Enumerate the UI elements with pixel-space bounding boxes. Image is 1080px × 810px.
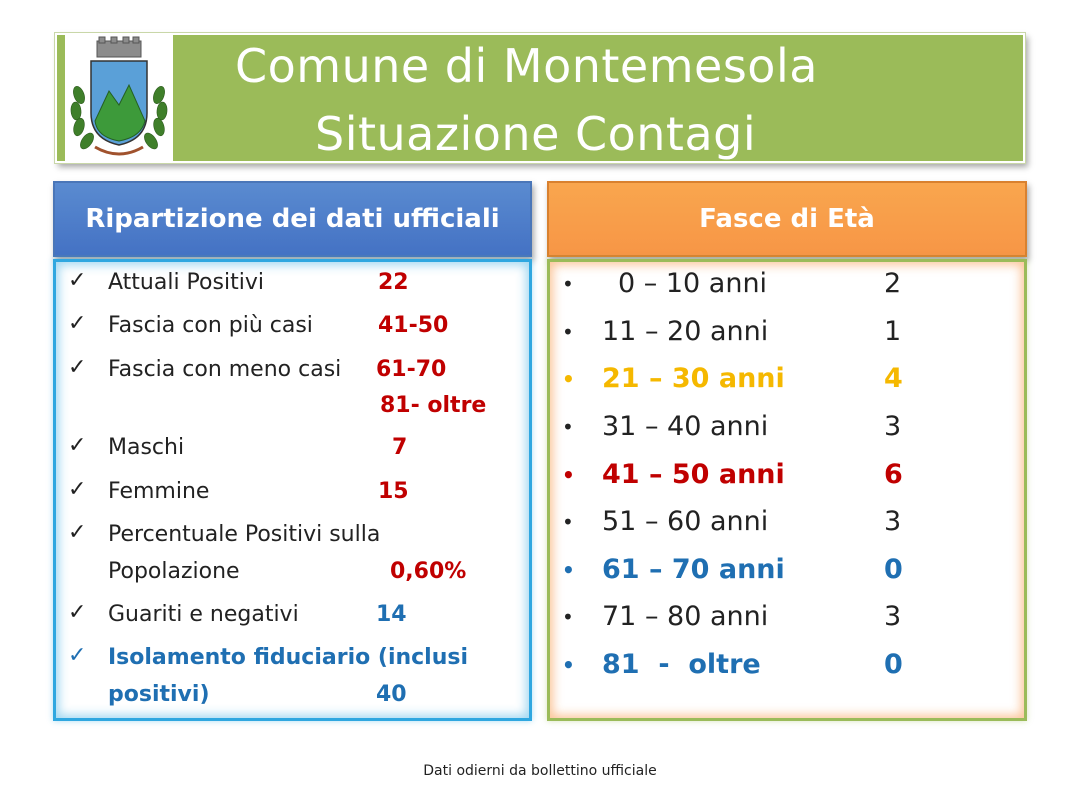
age-groups-panel xyxy=(547,259,1027,721)
bullet-icon: • xyxy=(562,367,575,391)
list-item: ✓ Percentuale Positivi sulla xyxy=(68,520,381,547)
checkmark-icon: ✓ xyxy=(68,311,87,336)
bullet-icon: • xyxy=(562,510,574,534)
list-item: ✓ Fascia con meno casi 61-70 xyxy=(68,355,447,382)
page-title: Comune di Montemesola xyxy=(235,39,818,93)
page-subtitle: Situazione Contagi xyxy=(315,107,757,161)
list-item: ✓ Femmine 15 xyxy=(68,477,409,504)
list-item-continuation: Popolazione 0,60% xyxy=(108,559,467,584)
checkmark-icon: ✓ xyxy=(68,355,87,380)
list-item: • 21 – 30 anni 4 xyxy=(562,363,903,394)
list-item: ✓ Attuali Positivi 22 xyxy=(68,268,409,295)
checkmark-icon: ✓ xyxy=(68,643,87,668)
bullet-icon: • xyxy=(562,558,575,582)
checkmark-icon: ✓ xyxy=(68,600,87,625)
list-item: ✓ Fascia con più casi 41-50 xyxy=(68,311,449,338)
list-item: ✓ Maschi 7 xyxy=(68,433,408,460)
list-item: ✓ Guariti e negativi 14 xyxy=(68,600,407,627)
age-groups-heading: Fasce di Età xyxy=(547,181,1027,257)
municipal-crest-icon xyxy=(65,35,173,163)
list-item-continuation: 81- oltre xyxy=(380,393,487,418)
checkmark-icon: ✓ xyxy=(68,477,87,502)
list-item: • 0 – 10 anni 2 xyxy=(562,268,902,299)
list-item: • 51 – 60 anni 3 xyxy=(562,506,902,537)
bullet-icon: • xyxy=(562,320,574,344)
bullet-icon: • xyxy=(562,605,574,629)
list-item-continuation: positivi) 40 xyxy=(108,682,407,707)
checkmark-icon: ✓ xyxy=(68,520,87,545)
list-item: ✓ Isolamento fiduciario (inclusi xyxy=(68,643,469,670)
checkmark-icon: ✓ xyxy=(68,433,87,458)
bullet-icon: • xyxy=(562,653,575,677)
list-item: • 41 – 50 anni 6 xyxy=(562,459,903,490)
bullet-icon: • xyxy=(562,272,574,296)
list-item: • 61 – 70 anni 0 xyxy=(562,554,903,585)
list-item: • 81 - oltre 0 xyxy=(562,649,903,680)
list-item: • 11 – 20 anni 1 xyxy=(562,316,902,347)
title-banner xyxy=(55,33,1025,163)
official-data-heading: Ripartizione dei dati ufficiali xyxy=(53,181,532,257)
bullet-icon: • xyxy=(562,415,574,439)
footer-note: Dati odierni da bollettino ufficiale xyxy=(423,763,657,779)
checkmark-icon: ✓ xyxy=(68,268,87,293)
list-item: • 71 – 80 anni 3 xyxy=(562,601,902,632)
bullet-icon: • xyxy=(562,463,575,487)
official-data-panel xyxy=(53,259,532,721)
list-item: • 31 – 40 anni 3 xyxy=(562,411,902,442)
